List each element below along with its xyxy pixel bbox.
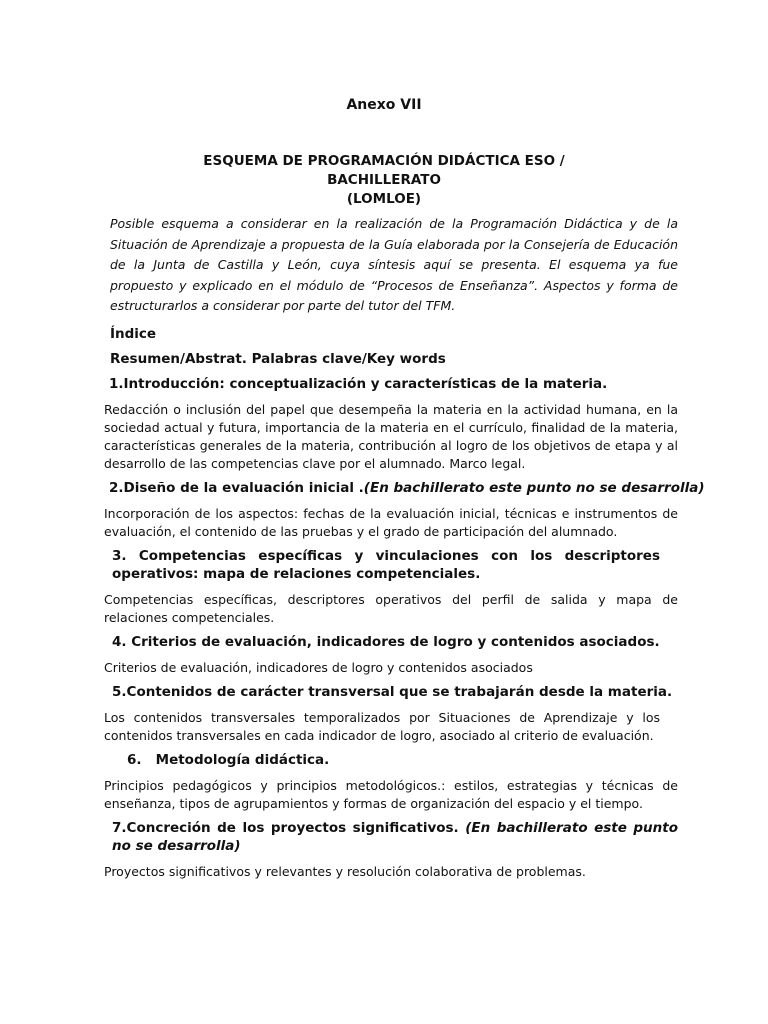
section-number: 5.	[112, 684, 127, 700]
section-note: (En bachillerato este punto no se desarrolla)	[363, 480, 705, 496]
section-number: 7.	[112, 820, 127, 836]
page-title	[150, 152, 618, 209]
page-title-line-2: (LOMLOE)	[346, 191, 422, 207]
section-title: Criterios de evaluación, indicadores de logro y contenidos asociados.	[131, 634, 660, 650]
section-heading-7	[112, 819, 678, 855]
section-number: 6.	[127, 752, 142, 768]
section-title: Introducción: conceptualización y características de la materia.	[123, 376, 608, 392]
page-title-line-1: ESQUEMA DE PROGRAMACIÓN DIDÁCTICA ESO / BACHILLERATO	[203, 153, 565, 188]
section-body-5: Los contenidos transversales temporalizados por Situaciones de Aprendizaje y los contenidos transversales en cada indicador de logro, asociado al criterio de evaluación.	[104, 710, 660, 743]
section-body-2: Incorporación de los aspectos: fechas de la evaluación inicial, técnicas e instrumentos de evaluación, el contenido de las pruebas y el grado de participación del alumnado.	[104, 506, 678, 539]
section-heading-4	[112, 633, 660, 651]
section-number: 2.	[109, 480, 124, 496]
section-title: Competencias específicas y vinculaciones con los descriptores operativos: mapa de relaciones competenciales.	[112, 548, 660, 582]
annex-title: Anexo VII	[346, 97, 422, 113]
section-heading-5	[112, 683, 672, 701]
section-heading-3	[112, 547, 660, 583]
section-heading-1	[109, 375, 607, 393]
section-body-7: Proyectos significativos y relevantes y resolución colaborativa de problemas.	[104, 864, 586, 879]
section-heading-6	[127, 751, 329, 769]
section-title: Metodología didáctica.	[155, 752, 330, 768]
section-body-4: Criterios de evaluación, indicadores de logro y contenidos asociados	[104, 660, 533, 675]
section-body-3: Competencias específicas, descriptores operativos del perfil de salida y mapa de relaciones competenciales.	[104, 592, 678, 625]
section-note: (En bachillerato este punto no se desarrolla)	[112, 820, 679, 854]
section-body-6: Principios pedagógicos y principios metodológicos.: estilos, estrategias y técnicas de enseñanza, tipos de agrupamientos y formas de organización del espacio y el tiempo.	[104, 778, 678, 811]
section-title: Contenidos de carácter transversal que se trabajarán desde la materia.	[126, 684, 673, 700]
section-heading-2	[109, 479, 705, 497]
section-body-1: Redacción o inclusión del papel que desempeña la materia en la actividad humana, en la sociedad actual y futura, importancia de la materia en el currículo, finalidad de la materia, características generales de la materia, contribución al logro de los objetivos de etapa y al desarrollo de las competencias clave por el alumnado. Marco legal.	[104, 402, 678, 471]
intro-paragraph: Posible esquema a considerar en la realización de la Programación Didáctica y de la Situación de Aprendizaje a propuesta de la Guía elaborada por la Consejería de Educación de la Junta de Castilla y León, cuya síntesis aquí se presenta. El esquema ya fue propuesto y explicado en el módulo de “Procesos de Enseñanza”. Aspectos y forma de estructurarlos a considerar por parte del tutor del TFM.	[110, 216, 678, 313]
section-number: 1.	[109, 376, 124, 392]
section-number: 3.	[112, 548, 127, 564]
section-title: Diseño de la evaluación inicial .	[123, 480, 364, 496]
section-number: 4.	[112, 634, 127, 650]
abstract-heading: Resumen/Abstrat. Palabras clave/Key words	[110, 351, 446, 367]
index-heading: Índice	[110, 326, 157, 342]
section-title: Concreción de los proyectos significativos.	[126, 820, 459, 836]
